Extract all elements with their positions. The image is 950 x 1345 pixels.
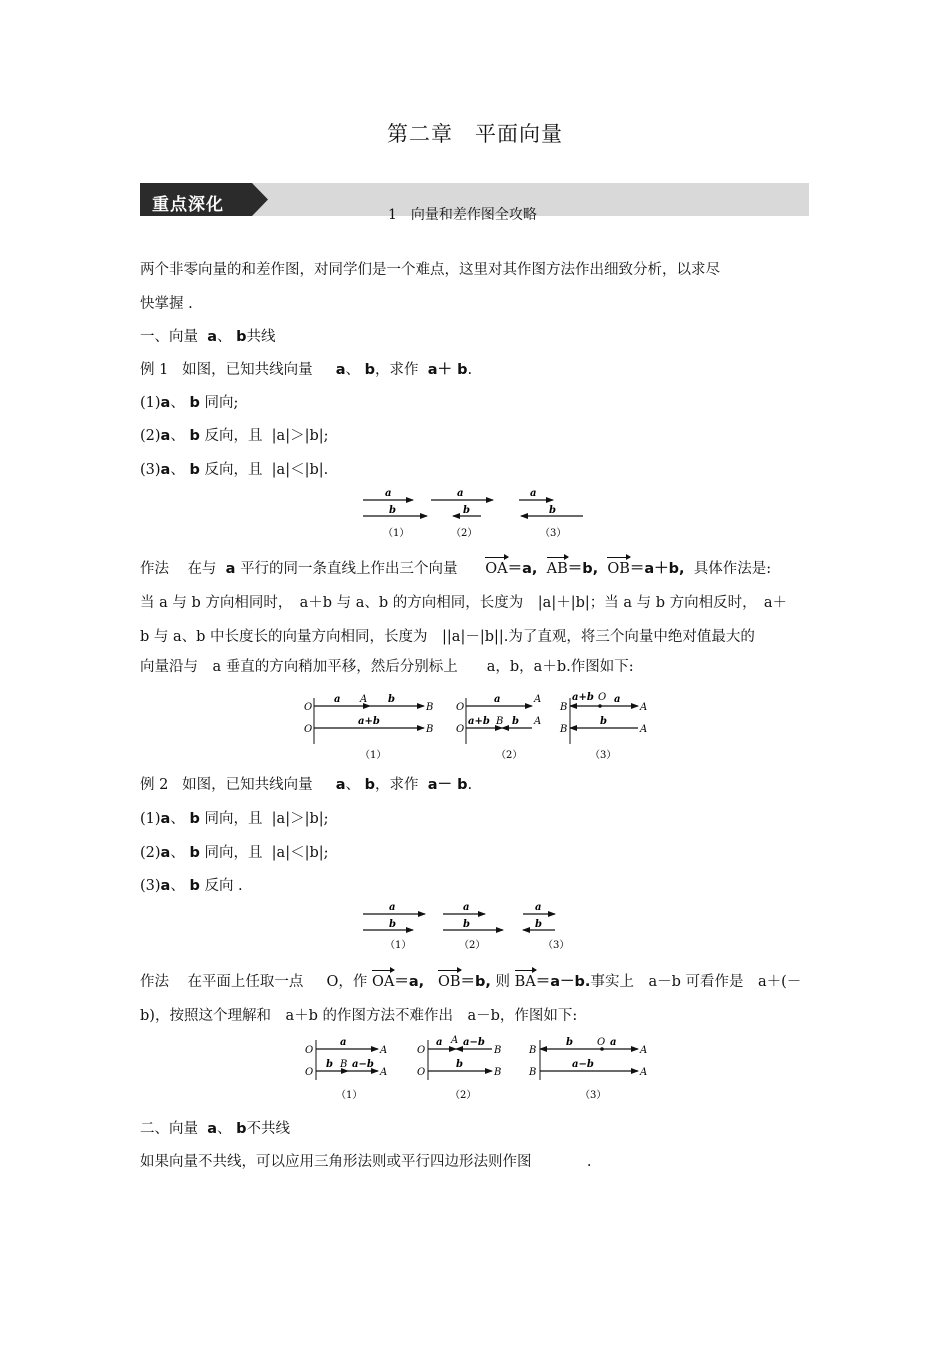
example1-result-figure [300, 688, 650, 766]
example2-given-figure [355, 898, 595, 954]
svg-text:B: B [426, 702, 434, 713]
example1-given-figure [355, 484, 595, 540]
svg-text:O: O [456, 702, 465, 713]
svg-text:（3）: （3） [590, 750, 617, 761]
svg-text:a: a [610, 1037, 617, 1048]
svg-text:B: B [494, 1045, 502, 1056]
svg-text:O: O [417, 1045, 426, 1056]
svg-text:（2）: （2） [496, 750, 523, 761]
vector-oa-2: OA [371, 974, 395, 990]
fig1-2-label-b: b [463, 505, 470, 516]
fig1-1-caption: （1） [383, 528, 410, 539]
svg-text:B: B [340, 1059, 348, 1070]
svg-text:a+b: a+b [358, 716, 380, 727]
svg-text:b: b [456, 1059, 463, 1070]
svg-text:B: B [529, 1067, 537, 1078]
svg-text:O: O [305, 1067, 314, 1078]
svg-text:b: b [388, 694, 395, 705]
svg-text:B: B [560, 724, 568, 735]
svg-text:a: a [340, 1037, 347, 1048]
example2-case-1: (1)a、 b 同向，且 |a|＞|b|; [140, 811, 329, 827]
example2-method-line-1: 作法 在平面上任取一点 O，作 OA＝a, OB＝b, 则 BA＝a－b.事实上 a－b 可看作是 a＋(－ [140, 974, 802, 990]
example2-case-2: (2)a、 b 同向，且 |a|＜|b|; [140, 845, 329, 861]
vector-ab: AB [546, 561, 568, 577]
example1-method-line-4: 向量沿与 a 垂直的方向稍加平移，然后分别标上 a，b，a＋b.作图如下: [140, 659, 634, 675]
svg-text:（2）: （2） [450, 1090, 477, 1101]
svg-text:B: B [494, 1067, 502, 1078]
svg-text:（2）: （2） [459, 940, 486, 951]
svg-text:b: b [512, 716, 519, 727]
intro-line-1: 两个非零向量的和差作图，对同学们是一个难点，这里对其作图方法作出细致分析，以求尽 [140, 262, 720, 278]
svg-text:a−b: a−b [352, 1059, 374, 1070]
svg-text:a: a [334, 694, 341, 705]
svg-text:a: a [614, 694, 621, 705]
example1-case-1: (1)a、 b 同向; [140, 395, 239, 411]
svg-text:a: a [463, 902, 470, 913]
svg-text:b: b [600, 716, 607, 727]
fig1-3-label-a: a [530, 488, 537, 499]
vector-ba: BA [514, 974, 536, 990]
svg-text:A: A [534, 716, 542, 727]
svg-text:A: A [380, 1045, 388, 1056]
svg-text:（1）: （1） [385, 940, 412, 951]
svg-text:A: A [451, 1035, 459, 1046]
banner-label: 重点深化 [152, 195, 224, 215]
svg-text:A: A [534, 694, 542, 705]
svg-text:O: O [456, 724, 465, 735]
svg-text:a: a [389, 902, 396, 913]
svg-text:b: b [389, 919, 396, 930]
svg-text:O: O [304, 724, 313, 735]
svg-text:（1）: （1） [336, 1090, 363, 1101]
svg-text:O: O [597, 1037, 606, 1048]
section-number: 1 [388, 207, 397, 223]
vector-oa: OA [485, 561, 508, 577]
example1-method-line-2: 当 a 与 b 方向相同时， a＋b 与 a、b 的方向相同，长度为 |a|＋|b|；当 a 与 b 方向相反时， a＋ [140, 595, 788, 611]
example1-title: 例 1 如图，已知共线向量 a、 b，求作 a＋ b. [140, 362, 473, 378]
svg-text:a+b: a+b [468, 716, 490, 727]
fig1-2-caption: （2） [451, 528, 478, 539]
svg-text:O: O [598, 692, 607, 703]
svg-text:B: B [496, 716, 504, 727]
svg-text:b: b [463, 919, 470, 930]
svg-text:a−b: a−b [463, 1037, 485, 1048]
example2-result-figure [300, 1034, 650, 1106]
svg-text:（1）: （1） [360, 750, 387, 761]
fig1-1-label-b: b [389, 505, 396, 516]
page-title: 第二章 平面向量 [387, 122, 563, 146]
svg-text:O: O [304, 702, 313, 713]
svg-text:B: B [426, 724, 434, 735]
svg-text:A: A [380, 1067, 388, 1078]
svg-text:a: a [494, 694, 501, 705]
example2-method-line-2: b)，按照这个理解和 a＋b 的作图方法不难作出 a－b，作图如下: [140, 1008, 578, 1024]
svg-text:B: B [560, 702, 568, 713]
svg-text:O: O [305, 1045, 314, 1056]
section-heading [388, 204, 537, 224]
example1-method-line-3: b 与 a、b 中长度长的向量方向相同，长度为 ||a|－|b||.为了直观，将三个向量中绝对值最大的 [140, 629, 755, 645]
svg-text:O: O [417, 1067, 426, 1078]
svg-text:b: b [566, 1037, 573, 1048]
svg-text:a: a [535, 902, 542, 913]
svg-text:b: b [326, 1059, 333, 1070]
example1-case-3: (3)a、 b 反向，且 |a|＜|b|. [140, 462, 329, 478]
example1-case-2: (2)a、 b 反向，且 |a|＞|b|; [140, 428, 329, 444]
section-title: 向量和差作图全攻略 [410, 207, 537, 223]
part2-text: 如果向量不共线，可以应用三角形法则或平行四边形法则作图 . [140, 1154, 592, 1170]
svg-text:A: A [640, 1045, 648, 1056]
example1-method-line-1: 作法 在与 a 平行的同一条直线上作出三个向量 OA＝a, AB＝b, OB＝a＋b, 具体作法是: [140, 561, 772, 577]
example2-title: 例 2 如图，已知共线向量 a、 b，求作 a－ b. [140, 777, 473, 793]
fig1-3-label-b: b [549, 505, 556, 516]
vector-ob-2: OB [437, 974, 461, 990]
svg-text:a: a [436, 1037, 443, 1048]
vector-ob: OB [607, 561, 630, 577]
fig1-3-caption: （3） [540, 528, 567, 539]
svg-text:（3）: （3） [580, 1090, 607, 1101]
svg-text:A: A [640, 1067, 648, 1078]
svg-text:A: A [640, 724, 648, 735]
svg-text:A: A [360, 694, 368, 705]
fig1-1-label-a: a [385, 488, 392, 499]
svg-text:a+b: a+b [572, 692, 594, 703]
intro-line-2: 快掌握 . [140, 296, 193, 312]
example2-case-3: (3)a、 b 反向 . [140, 878, 243, 894]
svg-text:A: A [640, 702, 648, 713]
part1-heading: 一、向量 a、 b共线 [140, 329, 276, 345]
svg-text:b: b [535, 919, 542, 930]
fig1-2-label-a: a [457, 488, 464, 499]
svg-text:B: B [529, 1045, 537, 1056]
part2-heading: 二、向量 a、 b不共线 [140, 1121, 291, 1137]
svg-text:（3）: （3） [543, 940, 570, 951]
svg-text:a−b: a−b [572, 1059, 594, 1070]
